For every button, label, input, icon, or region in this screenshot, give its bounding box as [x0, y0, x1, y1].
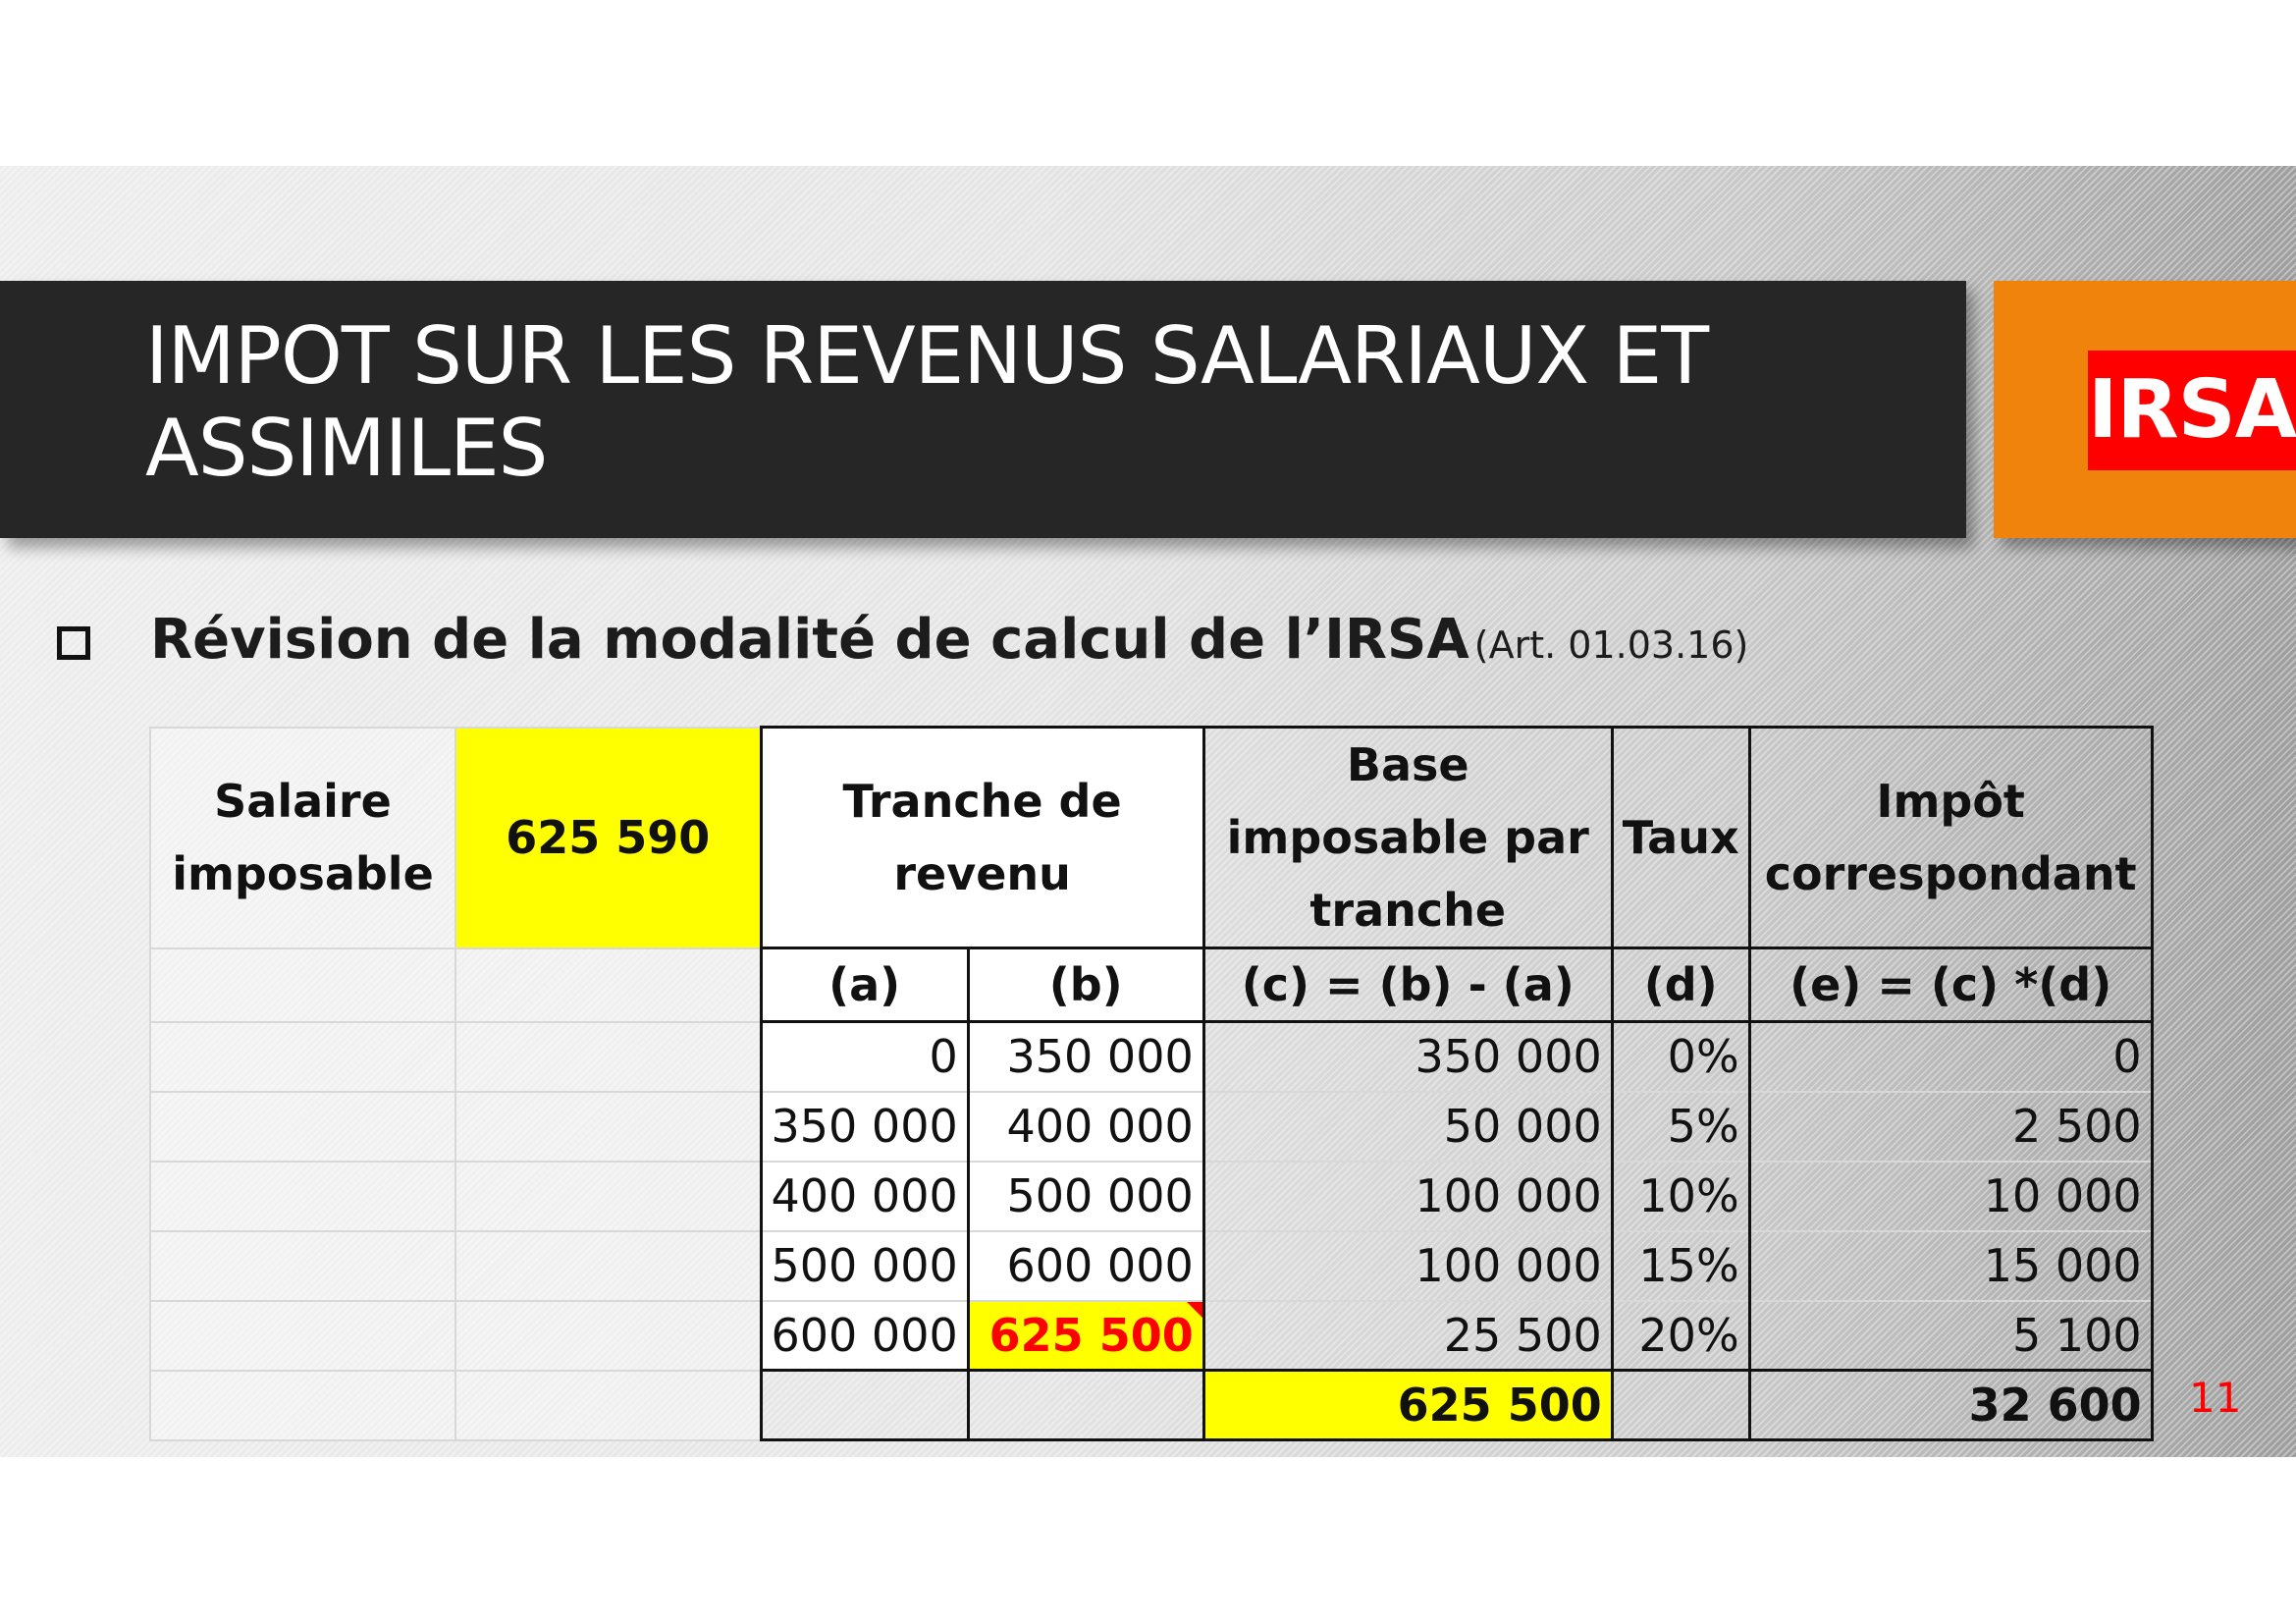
checkbox-square-icon [57, 626, 90, 660]
tax-rate: 20% [1612, 1301, 1749, 1371]
total-tax: 32 600 [1749, 1371, 2152, 1440]
taxable-base: 25 500 [1203, 1301, 1612, 1371]
bracket-upper: 500 000 [968, 1162, 1203, 1231]
subheader-c: (c) = (b) - (a) [1203, 948, 1612, 1022]
empty-cell [150, 948, 455, 1022]
bracket-upper: 400 000 [968, 1092, 1203, 1162]
table-row [150, 1022, 2152, 1092]
empty-cell [150, 1231, 455, 1301]
slide-background [0, 166, 2296, 1457]
taxable-base: 350 000 [1203, 1022, 1612, 1092]
tax-amount: 15 000 [1749, 1231, 2152, 1301]
empty-cell [150, 1301, 455, 1371]
total-base: 625 500 [1203, 1371, 1612, 1440]
empty-cell [455, 1301, 761, 1371]
empty-cell [150, 1162, 455, 1231]
article-reference: (Art. 01.03.16) [1473, 623, 1749, 667]
table-row [150, 1092, 2152, 1162]
empty-cell [455, 1162, 761, 1231]
empty-cell [761, 1371, 968, 1440]
tax-rate: 0% [1612, 1022, 1749, 1092]
table-row [150, 1231, 2152, 1301]
subheader-e: (e) = (c) *(d) [1749, 948, 2152, 1022]
bracket-upper-highlight: 625 500 [968, 1301, 1203, 1371]
empty-cell [455, 1371, 761, 1440]
empty-cell [455, 1092, 761, 1162]
irsa-calculation-table [149, 726, 2154, 1441]
empty-cell [150, 1022, 455, 1092]
bracket-lower: 400 000 [761, 1162, 968, 1231]
bracket-lower: 0 [761, 1022, 968, 1092]
subheader-d: (d) [1612, 948, 1749, 1022]
page-title: IMPOT SUR LES REVENUS SALARIAUX ET ASSIMILES [145, 310, 1709, 494]
tax-rate: 10% [1612, 1162, 1749, 1231]
page-number: 11 [2189, 1374, 2242, 1422]
section-heading [150, 608, 1748, 672]
empty-cell [455, 1022, 761, 1092]
empty-cell [150, 1092, 455, 1162]
accent-panel [1994, 281, 2296, 538]
table-row [150, 1301, 2152, 1371]
empty-cell [455, 1231, 761, 1301]
bracket-lower: 350 000 [761, 1092, 968, 1162]
base-header: Base imposable par tranche [1203, 728, 1612, 948]
salary-value: 625 590 [455, 728, 761, 948]
tax-amount: 10 000 [1749, 1162, 2152, 1231]
bracket-header: Tranche de revenu [761, 728, 1203, 948]
empty-cell [1612, 1371, 1749, 1440]
taxable-base: 100 000 [1203, 1162, 1612, 1231]
taxable-base: 100 000 [1203, 1231, 1612, 1301]
empty-cell [455, 948, 761, 1022]
total-row [150, 1371, 2152, 1440]
irsa-badge: IRSA [2088, 351, 2296, 470]
tax-rate: 15% [1612, 1231, 1749, 1301]
empty-cell [968, 1371, 1203, 1440]
taxable-base: 50 000 [1203, 1092, 1612, 1162]
tax-amount: 0 [1749, 1022, 2152, 1092]
section-heading-text: Révision de la modalité de calcul de l’IRSA [150, 608, 1469, 672]
bracket-lower: 600 000 [761, 1301, 968, 1371]
bracket-upper: 350 000 [968, 1022, 1203, 1092]
tax-amount: 5 100 [1749, 1301, 2152, 1371]
subheader-a: (a) [761, 948, 968, 1022]
bracket-lower: 500 000 [761, 1231, 968, 1301]
salary-label: Salaire imposable [150, 728, 455, 948]
table-row [150, 1162, 2152, 1231]
empty-cell [150, 1371, 455, 1440]
title-bar [0, 281, 1966, 538]
rate-header: Taux [1612, 728, 1749, 948]
bracket-upper: 600 000 [968, 1231, 1203, 1301]
tax-rate: 5% [1612, 1092, 1749, 1162]
subheader-b: (b) [968, 948, 1203, 1022]
tax-header: Impôt correspondant [1749, 728, 2152, 948]
tax-amount: 2 500 [1749, 1092, 2152, 1162]
